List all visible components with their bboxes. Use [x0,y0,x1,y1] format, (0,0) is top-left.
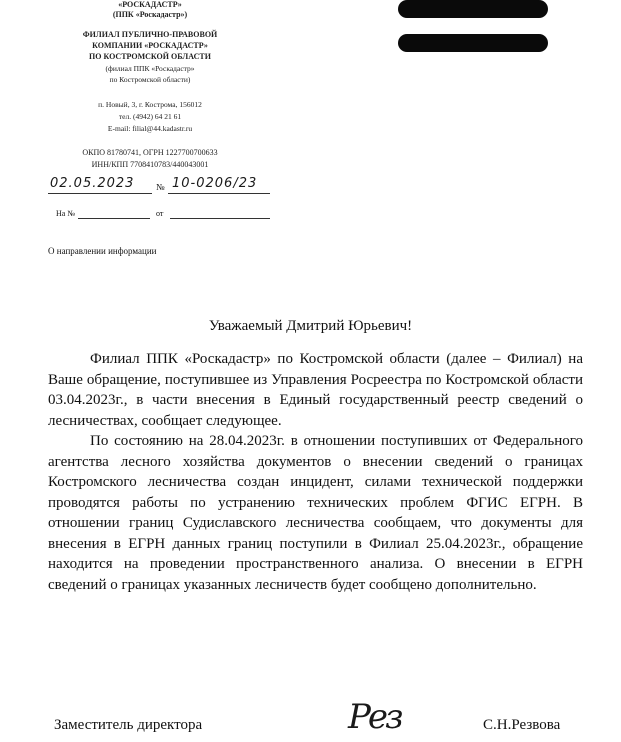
body-paragraph: Филиал ППК «Роскадастр» по Костромской области (далее – Филиал) на Ваше обращение, поступившее из Управления Росреестра по Костромской области 03.04.2023г., в части внесения в Единый государственный реестр сведений о лесничествах, сообщает следующее. [48,351,583,429]
reference-from: от [156,209,164,218]
body-paragraph: По состоянию на 28.04.2023г. в отношении поступивших от Федерального агентства лесного хозяйства документов о внесении сведений о границах Костромского лесничества создан инцидент, силами технической поддержки проводятся работы по устранению технических проблем ФГИС ЕГРН. В отношении границ Судиславского лесничества сообщаем, что документы для внесения в ЕГРН данных границ поступили в Филиал 25.04.2023г., обращение находится на проведении пространственного анализа. О внесении в ЕГРН сведений о границах указанных лесничеств будет сообщено дополнительно. [48,433,583,593]
outgoing-date: 02.05.2023 [50,176,135,191]
org-name-line: «РОСКАДАСТР» [118,0,182,9]
phone: тел. (4942) 64 21 61 [118,112,182,121]
salutation: Уважаемый Дмитрий Юрьевич! [208,318,413,334]
handwritten-signature: Рез [348,697,401,737]
org-short-name: (ППК «Роскадастр») [112,10,188,19]
number-underline [168,193,270,194]
letter-body [48,349,583,595]
redacted-recipient-line2 [398,34,548,52]
branch-short-line1: (филиал ППК «Роскадастр» [105,64,195,73]
codes-ogrn: ОКПО 81780741, ОГРН 1227700700633 [82,148,218,157]
branch-short-line2: по Костромской области) [109,75,191,84]
branch-name-line3: ПО КОСТРОМСКОЙ ОБЛАСТИ [89,52,211,61]
email: E-mail: filial@44.kadastr.ru [107,124,193,133]
redacted-recipient-line1 [398,0,548,18]
codes-inn: ИНН/КПП 7708410783/440043001 [91,160,209,169]
address: п. Новый, 3, г. Кострома, 156012 [98,100,202,109]
date-underline [48,193,152,194]
signatory-position: Заместитель директора [54,717,203,733]
letter-subject: О направлении информации [48,246,157,256]
number-prefix: № [156,182,165,192]
reference-prefix: На № [56,209,75,218]
branch-name-line2: КОМПАНИИ «РОСКАДАСТР» [92,41,208,50]
signatory-name: С.Н.Резвова [483,717,561,733]
reference-number-blank [78,218,150,219]
branch-name-line1: ФИЛИАЛ ПУБЛИЧНО-ПРАВОВОЙ [82,30,218,39]
reference-date-blank [170,218,270,219]
outgoing-number: 10-0206/23 [172,176,258,191]
